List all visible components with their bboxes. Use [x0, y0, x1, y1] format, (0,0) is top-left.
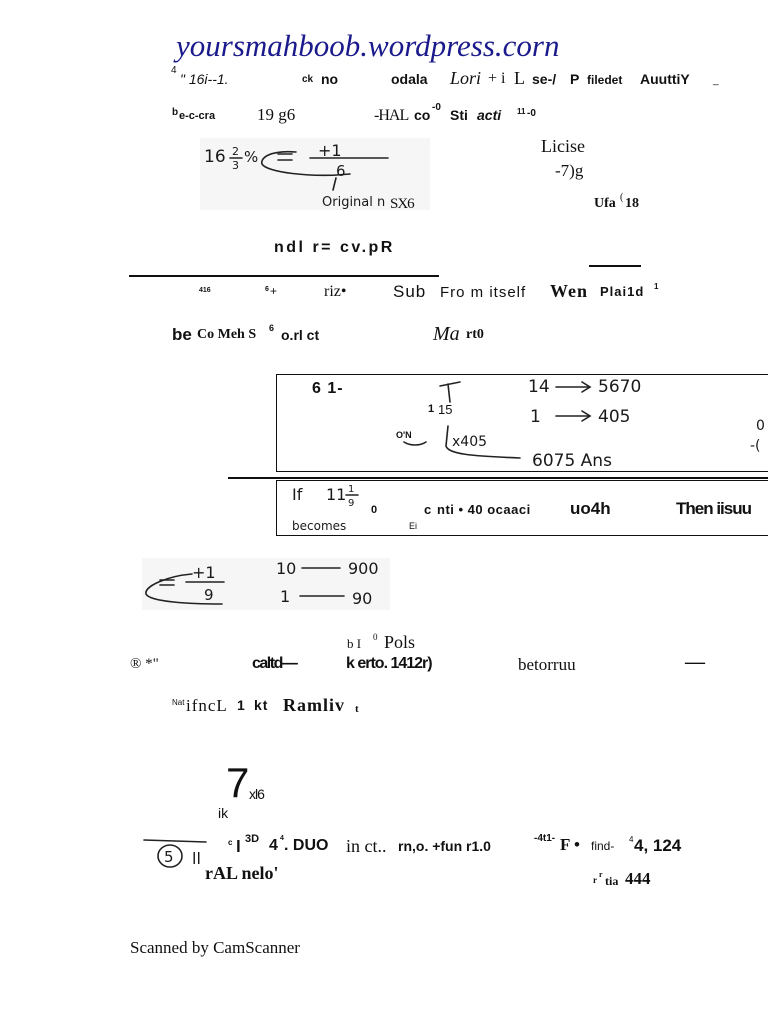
handwriting-paren: ll: [192, 849, 201, 868]
text-fragment: 6 1-: [312, 380, 344, 397]
text-fragment: 4: [171, 65, 177, 76]
handwriting-answer: 6075 Ans: [532, 451, 612, 471]
text-fragment: co: [414, 107, 431, 123]
text-fragment: -0: [527, 108, 536, 119]
text-fragment: r: [593, 875, 597, 885]
handwriting-14: 14: [528, 377, 550, 397]
handwriting-11: 11: [326, 485, 347, 504]
handwritten-multiplication: [400, 374, 768, 470]
handwriting-percent: %: [244, 148, 259, 166]
text-fragment: be: [172, 325, 192, 344]
text-fragment: uo4h: [570, 499, 611, 518]
divider: [129, 275, 439, 277]
text-fragment: 416: [199, 287, 211, 294]
text-fragment: b: [172, 107, 179, 118]
site-url: yoursmahboob.wordpress.corn: [176, 28, 560, 63]
text-fragment: 3D: [245, 833, 260, 845]
text-fragment: -HAL: [374, 107, 409, 124]
handwriting-side-0: 0: [756, 418, 765, 434]
handwriting-1: 1: [530, 407, 541, 427]
text-fragment: riz•: [324, 283, 347, 300]
handwriting-frac-num: 2: [232, 145, 239, 158]
text-fragment: c: [424, 502, 432, 517]
handwriting-x405: x405: [452, 434, 488, 450]
text-fragment: AuuttiY: [640, 71, 690, 87]
handwriting-16: 16: [204, 147, 226, 167]
text-fragment: 6: [265, 286, 269, 293]
handwritten-if-fraction: [286, 480, 406, 534]
text-fragment: 1: [654, 282, 659, 291]
text-fragment: —: [685, 651, 705, 673]
text-fragment: Then iisuu: [676, 499, 751, 518]
text-fragment: 4, 124: [634, 836, 682, 855]
text-fragment: Lori: [450, 68, 482, 88]
handwriting-if-den: 9: [348, 498, 355, 509]
text-fragment: -0: [432, 102, 441, 113]
text-fragment: Plai1d: [600, 284, 645, 299]
text-fragment: 1: [428, 403, 435, 415]
text-fragment: Fro m itself: [440, 284, 527, 301]
text-fragment: Ramliv: [283, 695, 345, 715]
handwriting-5670: 5670: [598, 377, 642, 397]
text-fragment: k erto. 1412r): [346, 655, 432, 672]
text-fragment: c: [228, 838, 233, 847]
text-fragment: Sub: [393, 282, 427, 301]
text-fragment: xl6: [249, 786, 264, 802]
text-fragment: tia: [605, 874, 619, 888]
text-fragment: 6: [269, 323, 275, 333]
handwriting-plus-one-b: +1: [192, 563, 216, 582]
text-fragment: rAL nelo': [205, 863, 279, 883]
text-fragment: ndl r= cv.pR: [274, 239, 395, 256]
text-fragment: 1: [237, 697, 245, 713]
text-fragment: no: [321, 71, 339, 87]
text-fragment: + i: [488, 70, 506, 87]
text-fragment: 19 g6: [257, 105, 296, 124]
text-fragment: b I: [347, 636, 362, 651]
text-fragment: find-: [591, 839, 615, 853]
handwriting-becomes: becomes: [292, 519, 347, 533]
handwriting-five: 5: [164, 848, 174, 866]
text-fragment: ifncL: [186, 696, 228, 715]
handwriting-900: 900: [348, 559, 379, 578]
text-fragment: kt: [254, 697, 269, 713]
handwriting-original: Original n: [322, 195, 386, 210]
text-fragment: o.rl ct: [281, 327, 320, 343]
handwriting-frac-den: 3: [232, 159, 239, 172]
text-fragment: (: [620, 192, 624, 203]
text-fragment: 18: [625, 196, 639, 211]
text-fragment: -4t1-: [534, 833, 556, 844]
text-fragment: betorruu: [518, 655, 576, 674]
text-fragment: F •: [560, 835, 580, 854]
text-fragment: r: [599, 870, 603, 879]
text-fragment: . DUO: [284, 837, 329, 854]
handwriting-90: 90: [352, 589, 373, 608]
handwriting-six: 6: [336, 162, 346, 180]
text-fragment: se-/: [532, 71, 557, 87]
text-fragment: e-c-cra: [179, 110, 216, 122]
text-fragment: 4: [269, 837, 278, 854]
text-fragment: Wen: [550, 281, 589, 301]
text-fragment: _: [713, 75, 719, 86]
text-fragment: Nat: [172, 698, 185, 707]
text-fragment: Pols: [384, 632, 416, 652]
text-fragment: 7: [226, 759, 250, 806]
text-fragment: 444: [625, 869, 651, 888]
text-fragment: 0: [373, 632, 378, 642]
handwriting-side-bracket: -(: [750, 438, 761, 454]
text-fragment: Ma: [433, 323, 460, 345]
handwriting-if-num: 1: [348, 484, 355, 495]
text-fragment: Sti: [450, 107, 468, 123]
text-fragment: rt0: [466, 327, 484, 342]
text-fragment: l: [236, 837, 241, 856]
text-fragment: acti: [477, 107, 502, 123]
text-fragment: filedet: [587, 73, 623, 87]
text-fragment: 11: [517, 107, 526, 116]
text-fragment: Ufa: [594, 196, 616, 211]
text-fragment: 4: [280, 835, 284, 842]
text-fragment: Ei: [409, 521, 418, 531]
text-fragment: +: [270, 284, 278, 298]
text-fragment: ik: [218, 805, 229, 821]
text-fragment: " 16i--1.: [180, 71, 229, 87]
text-fragment: 4: [629, 835, 634, 844]
text-fragment: 15: [438, 402, 453, 417]
text-fragment: SX6: [390, 196, 414, 212]
handwritten-circled-five: [140, 832, 210, 872]
text-fragment: -7)g: [555, 161, 584, 180]
text-fragment: nti • 40 ocaaci: [437, 502, 531, 517]
text-fragment: O'N: [396, 430, 412, 440]
divider: [228, 477, 768, 479]
handwriting-if: If: [292, 485, 303, 504]
text-fragment: rn,o. +fun r1.0: [398, 838, 491, 854]
text-fragment: ® *": [130, 656, 159, 672]
text-fragment: Licise: [541, 136, 585, 156]
text-fragment: t: [355, 703, 359, 715]
text-fragment: ck: [302, 74, 314, 85]
handwriting-nine: 9: [204, 586, 214, 604]
handwritten-ratio-work: [140, 556, 400, 612]
handwriting-10: 10: [276, 559, 297, 578]
divider: [589, 265, 641, 267]
scan-footer: Scanned by CamScanner: [130, 938, 300, 957]
handwriting-405: 405: [598, 407, 631, 427]
text-fragment: odala: [391, 71, 428, 87]
text-fragment: P: [570, 71, 580, 87]
handwriting-plus-one: +1: [318, 141, 342, 160]
text-fragment: 0: [371, 504, 378, 516]
text-fragment: L: [514, 68, 525, 88]
handwriting-1b: 1: [280, 587, 291, 606]
text-fragment: caltd—: [252, 655, 297, 672]
text-fragment: in ct..: [346, 836, 387, 856]
text-fragment: Co Meh S: [197, 327, 257, 342]
